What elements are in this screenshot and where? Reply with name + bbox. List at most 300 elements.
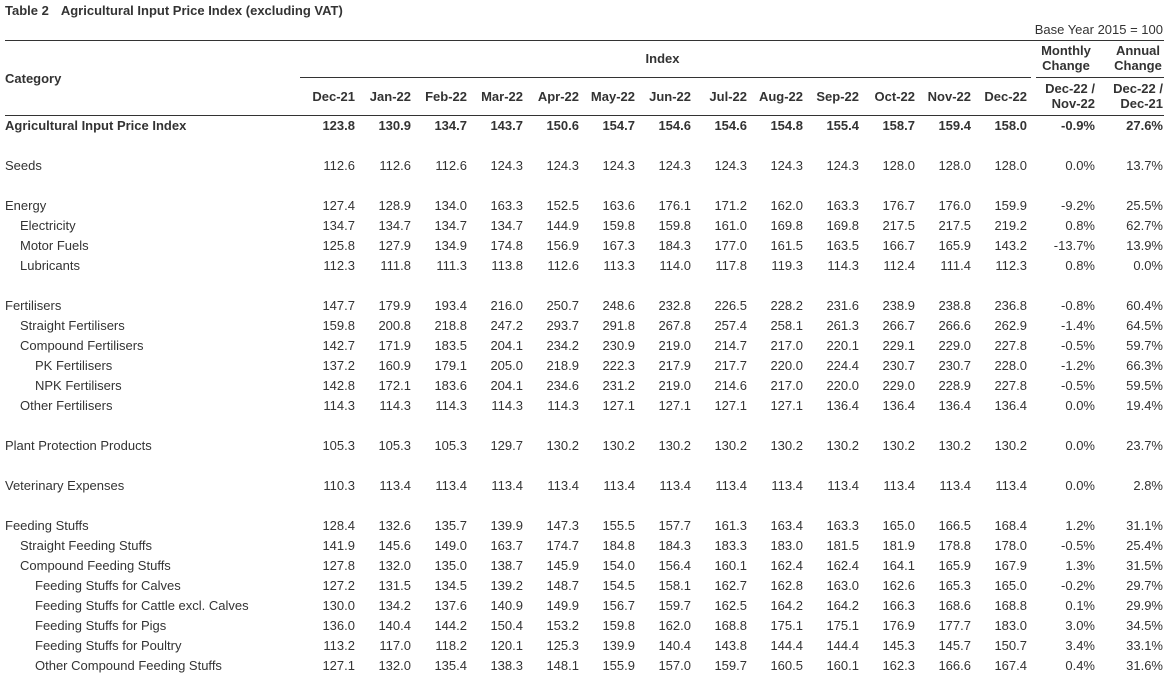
index-value-cell: 184.3 <box>658 538 691 553</box>
index-value-cell: 155.9 <box>602 658 635 673</box>
monthly-period-header <box>1035 81 1095 111</box>
index-value-cell: 128.0 <box>938 158 971 173</box>
index-value-cell: 128.0 <box>882 158 915 173</box>
monthly-change-cell: -1.2% <box>1061 358 1095 373</box>
index-value-cell: 154.6 <box>714 118 747 133</box>
index-value-cell: 162.5 <box>714 598 747 613</box>
index-value-cell: 152.5 <box>546 198 579 213</box>
row-label: Seeds <box>5 158 42 173</box>
index-value-cell: 113.4 <box>491 478 523 493</box>
row-label: Other Compound Feeding Stuffs <box>35 658 222 673</box>
annual-change-cell: 13.7% <box>1126 158 1163 173</box>
index-value-cell: 112.6 <box>435 158 467 173</box>
change-rule <box>1036 77 1164 78</box>
index-value-cell: 159.4 <box>938 118 971 133</box>
index-value-cell: 229.1 <box>882 338 915 353</box>
annual-period-line-1: Dec-22 / <box>1113 81 1163 96</box>
index-value-cell: 114.3 <box>827 258 859 273</box>
index-value-cell: 140.9 <box>490 598 523 613</box>
index-value-cell: 128.9 <box>378 198 411 213</box>
index-value-cell: 144.4 <box>770 638 803 653</box>
row-label: Feeding Stuffs for Cattle excl. Calves <box>35 598 249 613</box>
index-value-cell: 144.2 <box>434 618 467 633</box>
index-value-cell: 176.9 <box>882 618 915 633</box>
index-value-cell: 114.3 <box>379 398 411 413</box>
index-value-cell: 214.7 <box>714 338 747 353</box>
index-value-cell: 125.8 <box>322 238 355 253</box>
month-header: Feb-22 <box>425 89 467 104</box>
index-value-cell: 204.1 <box>490 378 523 393</box>
index-value-cell: 149.9 <box>546 598 579 613</box>
index-value-cell: 193.4 <box>434 298 467 313</box>
index-value-cell: 130.2 <box>546 438 579 453</box>
index-value-cell: 150.6 <box>546 118 579 133</box>
index-value-cell: 174.7 <box>546 538 579 553</box>
row-label: Plant Protection Products <box>5 438 152 453</box>
index-value-cell: 105.3 <box>378 438 411 453</box>
index-value-cell: 291.8 <box>602 318 635 333</box>
index-value-cell: 164.2 <box>770 598 803 613</box>
annual-change-cell: 27.6% <box>1126 118 1163 133</box>
annual-change-cell: 31.6% <box>1126 658 1163 673</box>
row-label: NPK Fertilisers <box>35 378 122 393</box>
table-row <box>0 196 1174 216</box>
table-row <box>0 376 1174 396</box>
row-label: Feeding Stuffs for Pigs <box>35 618 167 633</box>
index-value-cell: 143.8 <box>714 638 747 653</box>
index-value-cell: 217.7 <box>714 358 747 373</box>
index-value-cell: 234.2 <box>546 338 579 353</box>
index-value-cell: 160.1 <box>714 558 747 573</box>
index-value-cell: 130.2 <box>602 438 635 453</box>
index-value-cell: 158.7 <box>882 118 915 133</box>
index-value-cell: 112.6 <box>547 258 579 273</box>
index-value-cell: 150.7 <box>994 638 1027 653</box>
index-value-cell: 136.4 <box>882 398 915 413</box>
monthly-period-line-1: Dec-22 / <box>1045 81 1095 96</box>
month-header: Dec-22 <box>984 89 1027 104</box>
index-value-cell: 175.1 <box>770 618 803 633</box>
index-value-cell: 220.0 <box>826 378 859 393</box>
table-title-text: Agricultural Input Price Index (excluding VAT) <box>60 3 343 18</box>
index-value-cell: 124.3 <box>490 158 523 173</box>
index-value-cell: 229.0 <box>938 338 971 353</box>
index-value-cell: 178.0 <box>994 538 1027 553</box>
index-value-cell: 161.5 <box>770 238 803 253</box>
row-label: PK Fertilisers <box>35 358 113 373</box>
index-value-cell: 156.4 <box>658 558 691 573</box>
index-value-cell: 165.9 <box>938 238 971 253</box>
table-row <box>0 256 1174 276</box>
monthly-period-line-2: Nov-22 <box>1051 96 1095 111</box>
monthly-change-header <box>1034 43 1098 73</box>
index-value-cell: 159.7 <box>658 598 691 613</box>
table-row <box>0 396 1174 416</box>
index-value-cell: 266.7 <box>882 318 915 333</box>
annual-change-cell: 31.1% <box>1126 518 1163 533</box>
index-value-cell: 112.3 <box>323 258 355 273</box>
index-value-cell: 137.6 <box>434 598 467 613</box>
index-value-cell: 135.4 <box>434 658 467 673</box>
index-value-cell: 229.0 <box>882 378 915 393</box>
annual-change-cell: 64.5% <box>1126 318 1163 333</box>
index-value-cell: 183.0 <box>994 618 1027 633</box>
index-value-cell: 162.7 <box>714 578 747 593</box>
index-value-cell: 127.1 <box>322 658 355 673</box>
index-value-cell: 124.3 <box>826 158 859 173</box>
monthly-change-line-1: Monthly <box>1041 43 1091 58</box>
index-value-cell: 171.9 <box>378 338 411 353</box>
index-value-cell: 163.3 <box>826 198 859 213</box>
index-value-cell: 163.5 <box>826 238 859 253</box>
index-value-cell: 166.6 <box>938 658 971 673</box>
index-value-cell: 113.4 <box>771 478 803 493</box>
index-value-cell: 200.8 <box>378 318 411 333</box>
month-header: Jan-22 <box>369 89 411 104</box>
index-value-cell: 257.4 <box>714 318 747 333</box>
annual-change-line-2: Change <box>1114 58 1162 73</box>
index-value-cell: 160.9 <box>378 358 411 373</box>
index-value-cell: 113.4 <box>659 478 691 493</box>
index-value-cell: 159.9 <box>994 198 1027 213</box>
annual-change-cell: 0.0% <box>1133 258 1163 273</box>
annual-change-cell: 59.7% <box>1126 338 1163 353</box>
month-header: May-22 <box>590 89 635 104</box>
table-row <box>0 476 1174 496</box>
index-value-cell: 113.4 <box>883 478 915 493</box>
index-value-cell: 138.7 <box>490 558 523 573</box>
index-value-cell: 154.5 <box>602 578 635 593</box>
annual-period-header <box>1103 81 1163 111</box>
index-value-cell: 247.2 <box>490 318 523 333</box>
index-value-cell: 162.3 <box>882 658 915 673</box>
row-label: Electricity <box>20 218 76 233</box>
index-value-cell: 111.4 <box>940 258 971 273</box>
index-value-cell: 162.4 <box>770 558 803 573</box>
index-value-cell: 148.7 <box>546 578 579 593</box>
monthly-change-cell: -0.5% <box>1061 378 1095 393</box>
index-value-cell: 130.2 <box>826 438 859 453</box>
annual-change-header <box>1106 43 1170 73</box>
index-value-cell: 166.5 <box>938 518 971 533</box>
index-value-cell: 163.3 <box>826 518 859 533</box>
annual-change-cell: 60.4% <box>1126 298 1163 313</box>
index-value-cell: 134.7 <box>490 218 523 233</box>
index-value-cell: 132.6 <box>378 518 411 533</box>
index-value-cell: 181.9 <box>882 538 915 553</box>
table-row <box>0 536 1174 556</box>
index-value-cell: 165.9 <box>938 558 971 573</box>
index-value-cell: 124.3 <box>658 158 691 173</box>
index-value-cell: 113.3 <box>603 258 635 273</box>
index-value-cell: 134.2 <box>378 598 411 613</box>
index-value-cell: 127.8 <box>322 558 355 573</box>
index-value-cell: 140.4 <box>378 618 411 633</box>
row-label: Motor Fuels <box>20 238 89 253</box>
index-value-cell: 160.1 <box>826 658 859 673</box>
index-value-cell: 143.2 <box>994 238 1027 253</box>
index-value-cell: 117.8 <box>715 258 747 273</box>
index-value-cell: 162.6 <box>882 578 915 593</box>
index-value-cell: 168.6 <box>938 598 971 613</box>
monthly-change-cell: -0.9% <box>1061 118 1095 133</box>
index-value-cell: 220.0 <box>770 358 803 373</box>
annual-change-cell: 19.4% <box>1126 398 1163 413</box>
month-header: Oct-22 <box>874 89 915 104</box>
index-value-cell: 140.4 <box>658 638 691 653</box>
index-value-cell: 134.0 <box>434 198 467 213</box>
table-row <box>0 516 1174 536</box>
index-value-cell: 124.3 <box>770 158 803 173</box>
table-row <box>0 156 1174 176</box>
index-value-cell: 228.2 <box>770 298 803 313</box>
index-value-cell: 112.6 <box>323 158 355 173</box>
index-value-cell: 184.3 <box>658 238 691 253</box>
index-value-cell: 177.7 <box>938 618 971 633</box>
index-value-cell: 114.0 <box>659 258 691 273</box>
index-value-cell: 113.4 <box>715 478 747 493</box>
row-label: Veterinary Expenses <box>5 478 125 493</box>
index-value-cell: 216.0 <box>490 298 523 313</box>
index-value-cell: 162.0 <box>770 198 803 213</box>
index-value-cell: 127.4 <box>322 198 355 213</box>
index-value-cell: 130.2 <box>994 438 1027 453</box>
index-value-cell: 162.8 <box>770 578 803 593</box>
index-value-cell: 159.7 <box>714 658 747 673</box>
index-value-cell: 134.5 <box>434 578 467 593</box>
table-row <box>0 616 1174 636</box>
table-row <box>0 356 1174 376</box>
index-value-cell: 149.0 <box>434 538 467 553</box>
annual-change-cell: 31.5% <box>1126 558 1163 573</box>
index-value-cell: 142.8 <box>322 378 355 393</box>
monthly-change-cell: -0.5% <box>1061 338 1095 353</box>
index-value-cell: 183.5 <box>434 338 467 353</box>
index-value-cell: 179.1 <box>434 358 467 373</box>
index-value-cell: 128.0 <box>994 158 1027 173</box>
index-value-cell: 120.1 <box>490 638 523 653</box>
index-value-cell: 150.4 <box>490 618 523 633</box>
index-value-cell: 217.5 <box>882 218 915 233</box>
row-label: Agricultural Input Price Index <box>5 118 187 133</box>
month-header: Nov-22 <box>927 89 971 104</box>
index-value-cell: 163.3 <box>490 198 523 213</box>
index-value-cell: 148.1 <box>546 658 579 673</box>
index-value-cell: 219.0 <box>658 338 691 353</box>
index-value-cell: 217.5 <box>938 218 971 233</box>
index-value-cell: 145.6 <box>378 538 411 553</box>
row-label: Fertilisers <box>5 298 62 313</box>
annual-change-cell: 33.1% <box>1126 638 1163 653</box>
index-value-cell: 179.9 <box>378 298 411 313</box>
index-value-cell: 220.1 <box>826 338 859 353</box>
monthly-change-cell: -0.5% <box>1061 538 1095 553</box>
index-value-cell: 154.7 <box>602 118 635 133</box>
index-value-cell: 176.7 <box>882 198 915 213</box>
index-value-cell: 136.4 <box>938 398 971 413</box>
index-value-cell: 130.2 <box>658 438 691 453</box>
annual-change-cell: 25.4% <box>1126 538 1163 553</box>
monthly-change-cell: 1.2% <box>1065 518 1095 533</box>
index-value-cell: 113.4 <box>995 478 1027 493</box>
monthly-change-cell: 0.0% <box>1065 398 1095 413</box>
index-value-cell: 135.0 <box>434 558 467 573</box>
index-value-cell: 130.2 <box>770 438 803 453</box>
index-value-cell: 127.1 <box>770 398 803 413</box>
monthly-change-cell: 0.8% <box>1065 218 1095 233</box>
table-title <box>5 3 343 18</box>
index-value-cell: 144.4 <box>826 638 859 653</box>
index-value-cell: 165.3 <box>938 578 971 593</box>
index-value-cell: 135.7 <box>434 518 467 533</box>
row-label: Feeding Stuffs for Poultry <box>35 638 182 653</box>
index-value-cell: 136.0 <box>322 618 355 633</box>
index-value-cell: 159.8 <box>322 318 355 333</box>
table-row <box>0 656 1174 676</box>
index-value-cell: 118.2 <box>435 638 467 653</box>
index-value-cell: 156.7 <box>602 598 635 613</box>
index-value-cell: 111.8 <box>380 258 411 273</box>
index-value-cell: 169.8 <box>770 218 803 233</box>
index-value-cell: 156.9 <box>546 238 579 253</box>
index-value-cell: 238.8 <box>938 298 971 313</box>
index-value-cell: 230.9 <box>602 338 635 353</box>
category-header: Category <box>5 71 62 86</box>
index-value-cell: 204.1 <box>490 338 523 353</box>
index-value-cell: 159.8 <box>602 618 635 633</box>
index-value-cell: 136.4 <box>826 398 859 413</box>
annual-change-line-1: Annual <box>1115 43 1161 58</box>
index-value-cell: 184.8 <box>602 538 635 553</box>
index-value-cell: 127.2 <box>322 578 355 593</box>
index-value-cell: 134.7 <box>378 218 411 233</box>
row-label: Straight Feeding Stuffs <box>20 538 153 553</box>
index-value-cell: 231.2 <box>602 378 635 393</box>
index-value-cell: 119.3 <box>771 258 803 273</box>
index-value-cell: 128.4 <box>322 518 355 533</box>
monthly-change-cell: 0.0% <box>1065 478 1095 493</box>
index-value-cell: 228.0 <box>994 358 1027 373</box>
index-value-cell: 167.3 <box>602 238 635 253</box>
table-row <box>0 316 1174 336</box>
index-value-cell: 168.8 <box>714 618 747 633</box>
monthly-change-cell: 0.4% <box>1065 658 1095 673</box>
index-rule <box>300 77 1031 78</box>
annual-change-cell: 29.7% <box>1126 578 1163 593</box>
index-value-cell: 138.3 <box>490 658 523 673</box>
index-value-cell: 205.0 <box>490 358 523 373</box>
index-value-cell: 145.3 <box>882 638 915 653</box>
monthly-change-cell: 3.4% <box>1065 638 1095 653</box>
index-value-cell: 167.4 <box>994 658 1027 673</box>
annual-change-cell: 25.5% <box>1126 198 1163 213</box>
index-value-cell: 250.7 <box>546 298 579 313</box>
table-row <box>0 216 1174 236</box>
index-value-cell: 112.3 <box>995 258 1027 273</box>
index-value-cell: 217.9 <box>658 358 691 373</box>
index-value-cell: 141.9 <box>322 538 355 553</box>
row-label: Straight Fertilisers <box>20 318 125 333</box>
index-value-cell: 139.9 <box>490 518 523 533</box>
index-value-cell: 127.1 <box>658 398 691 413</box>
index-value-cell: 261.3 <box>826 318 859 333</box>
index-value-cell: 130.9 <box>378 118 411 133</box>
index-value-cell: 219.2 <box>994 218 1027 233</box>
index-value-cell: 134.9 <box>434 238 467 253</box>
index-value-cell: 114.3 <box>547 398 579 413</box>
index-value-cell: 228.9 <box>938 378 971 393</box>
index-value-cell: 113.8 <box>491 258 523 273</box>
monthly-change-cell: 3.0% <box>1065 618 1095 633</box>
annual-period-line-2: Dec-21 <box>1120 96 1163 111</box>
index-value-cell: 123.8 <box>322 118 355 133</box>
index-value-cell: 153.2 <box>546 618 579 633</box>
index-value-cell: 143.7 <box>490 118 523 133</box>
index-value-cell: 219.0 <box>658 378 691 393</box>
table-number: Table 2 <box>5 3 49 18</box>
index-value-cell: 266.6 <box>938 318 971 333</box>
table-row <box>0 556 1174 576</box>
index-value-cell: 267.8 <box>658 318 691 333</box>
index-value-cell: 113.4 <box>435 478 467 493</box>
index-value-cell: 132.0 <box>378 558 411 573</box>
index-value-cell: 164.2 <box>826 598 859 613</box>
index-value-cell: 110.3 <box>323 478 355 493</box>
index-value-cell: 176.1 <box>658 198 691 213</box>
month-header: Sep-22 <box>816 89 859 104</box>
index-value-cell: 217.0 <box>770 378 803 393</box>
index-value-cell: 134.7 <box>322 218 355 233</box>
monthly-change-cell: 0.0% <box>1065 438 1095 453</box>
index-value-cell: 105.3 <box>434 438 467 453</box>
month-header: Aug-22 <box>758 89 803 104</box>
index-value-cell: 165.0 <box>882 518 915 533</box>
monthly-change-cell: 1.3% <box>1065 558 1095 573</box>
index-value-cell: 111.3 <box>436 258 467 273</box>
annual-change-cell: 13.9% <box>1126 238 1163 253</box>
index-value-cell: 130.2 <box>938 438 971 453</box>
index-value-cell: 130.2 <box>882 438 915 453</box>
index-value-cell: 157.0 <box>658 658 691 673</box>
index-value-cell: 137.2 <box>322 358 355 373</box>
index-value-cell: 218.8 <box>434 318 467 333</box>
index-value-cell: 114.3 <box>491 398 523 413</box>
index-value-cell: 155.4 <box>826 118 859 133</box>
monthly-change-cell: -13.7% <box>1053 238 1095 253</box>
index-value-cell: 113.2 <box>323 638 355 653</box>
annual-change-cell: 59.5% <box>1126 378 1163 393</box>
index-value-cell: 155.5 <box>602 518 635 533</box>
index-value-cell: 164.1 <box>882 558 915 573</box>
month-header: Jul-22 <box>709 89 747 104</box>
index-value-cell: 147.3 <box>546 518 579 533</box>
index-value-cell: 238.9 <box>882 298 915 313</box>
index-value-cell: 159.8 <box>602 218 635 233</box>
monthly-change-cell: 0.1% <box>1065 598 1095 613</box>
index-value-cell: 163.7 <box>490 538 523 553</box>
index-value-cell: 157.7 <box>658 518 691 533</box>
index-value-cell: 178.8 <box>938 538 971 553</box>
table-row <box>0 296 1174 316</box>
index-value-cell: 169.8 <box>826 218 859 233</box>
index-value-cell: 124.3 <box>546 158 579 173</box>
index-value-cell: 154.0 <box>602 558 635 573</box>
index-value-cell: 218.9 <box>546 358 579 373</box>
index-value-cell: 154.8 <box>770 118 803 133</box>
annual-change-cell: 34.5% <box>1126 618 1163 633</box>
index-value-cell: 177.0 <box>714 238 747 253</box>
index-value-cell: 159.8 <box>658 218 691 233</box>
